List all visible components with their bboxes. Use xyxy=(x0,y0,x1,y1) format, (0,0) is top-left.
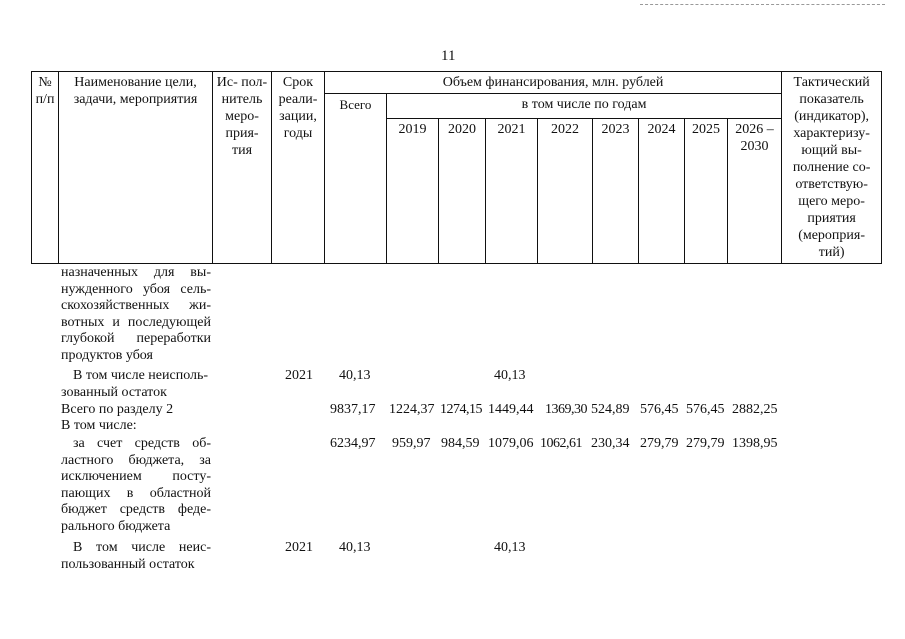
row-1-total: 40,13 xyxy=(339,368,371,383)
header-year: 2026 – 2030 xyxy=(728,119,782,264)
row-1-term: 2021 xyxy=(285,368,313,383)
row-1-2021: 40,13 xyxy=(494,368,526,383)
row-2-2024: 576,45 xyxy=(640,402,679,417)
row-4-2022: 1062,61 xyxy=(540,436,582,451)
row-3-name: В том числе: xyxy=(61,418,137,433)
table-header xyxy=(31,71,882,264)
row-4-2023: 230,34 xyxy=(591,436,630,451)
header-year: 2020 xyxy=(439,119,486,264)
row-4-2026-2030: 1398,95 xyxy=(732,436,778,451)
row-4-2021: 1079,06 xyxy=(488,436,534,451)
row-2-2023: 524,89 xyxy=(591,402,630,417)
row-4-2024: 279,79 xyxy=(640,436,679,451)
row-2-2019: 1224,37 xyxy=(389,402,435,417)
header-year: 2019 xyxy=(387,119,439,264)
page-number: 11 xyxy=(441,48,456,64)
row-2-2025: 576,45 xyxy=(686,402,725,417)
header-col-funding: Объем финансирования, млн. рублей xyxy=(325,72,782,94)
row-2-name: Всего по разделу 2 xyxy=(61,402,174,417)
row-4-2019: 959,97 xyxy=(392,436,431,451)
header-year: 2024 xyxy=(639,119,685,264)
row-5-term: 2021 xyxy=(285,540,313,555)
row-4-total: 6234,97 xyxy=(330,436,376,451)
row-5-total: 40,13 xyxy=(339,540,371,555)
row-2-2022: 1369,30 xyxy=(545,402,587,417)
row-0-name: назначенных для вы- нужденного убоя сель- скохозяйственных жи- вотных и последующей глубокой переработки продуктов убоя xyxy=(61,265,211,363)
row-2-total: 9837,17 xyxy=(330,402,376,417)
row-2-2021: 1449,44 xyxy=(488,402,534,417)
header-col-term: Срок реали- зации, годы xyxy=(272,72,325,264)
row-2-2026-2030: 2882,25 xyxy=(732,402,778,417)
header-col-total: Всего xyxy=(325,94,387,264)
row-2-2020: 1274,15 xyxy=(440,402,482,417)
row-5-name: В том числе неис- пользованный остаток xyxy=(61,540,211,572)
header-year: 2021 xyxy=(486,119,538,264)
header-col-no: № п/п xyxy=(32,72,59,264)
scan-top-rule xyxy=(640,4,885,5)
row-4-2025: 279,79 xyxy=(686,436,725,451)
header-col-indicator: Тактический показатель (индикатор), характеризу- ющий вы- полнение со- ответствую- щего меро- приятия (мероприя- тий) xyxy=(782,72,882,264)
header-year: 2023 xyxy=(593,119,639,264)
header-col-name: Наименование цели, задачи, мероприятия xyxy=(59,72,213,264)
row-5-2021: 40,13 xyxy=(494,540,526,555)
row-4-name: за счет средств об- ластного бюджета, за исключением посту- пающих в областной бюджет средств феде- рального бюджета xyxy=(61,436,211,534)
header-year: 2025 xyxy=(685,119,728,264)
header-col-executor: Ис- пол- нитель меро- прия- тия xyxy=(213,72,272,264)
row-4-2020: 984,59 xyxy=(441,436,480,451)
header-col-by-years: в том числе по годам xyxy=(387,94,782,119)
row-1-name: В том числе неисполь- зованный остаток xyxy=(61,368,209,400)
header-year: 2022 xyxy=(538,119,593,264)
